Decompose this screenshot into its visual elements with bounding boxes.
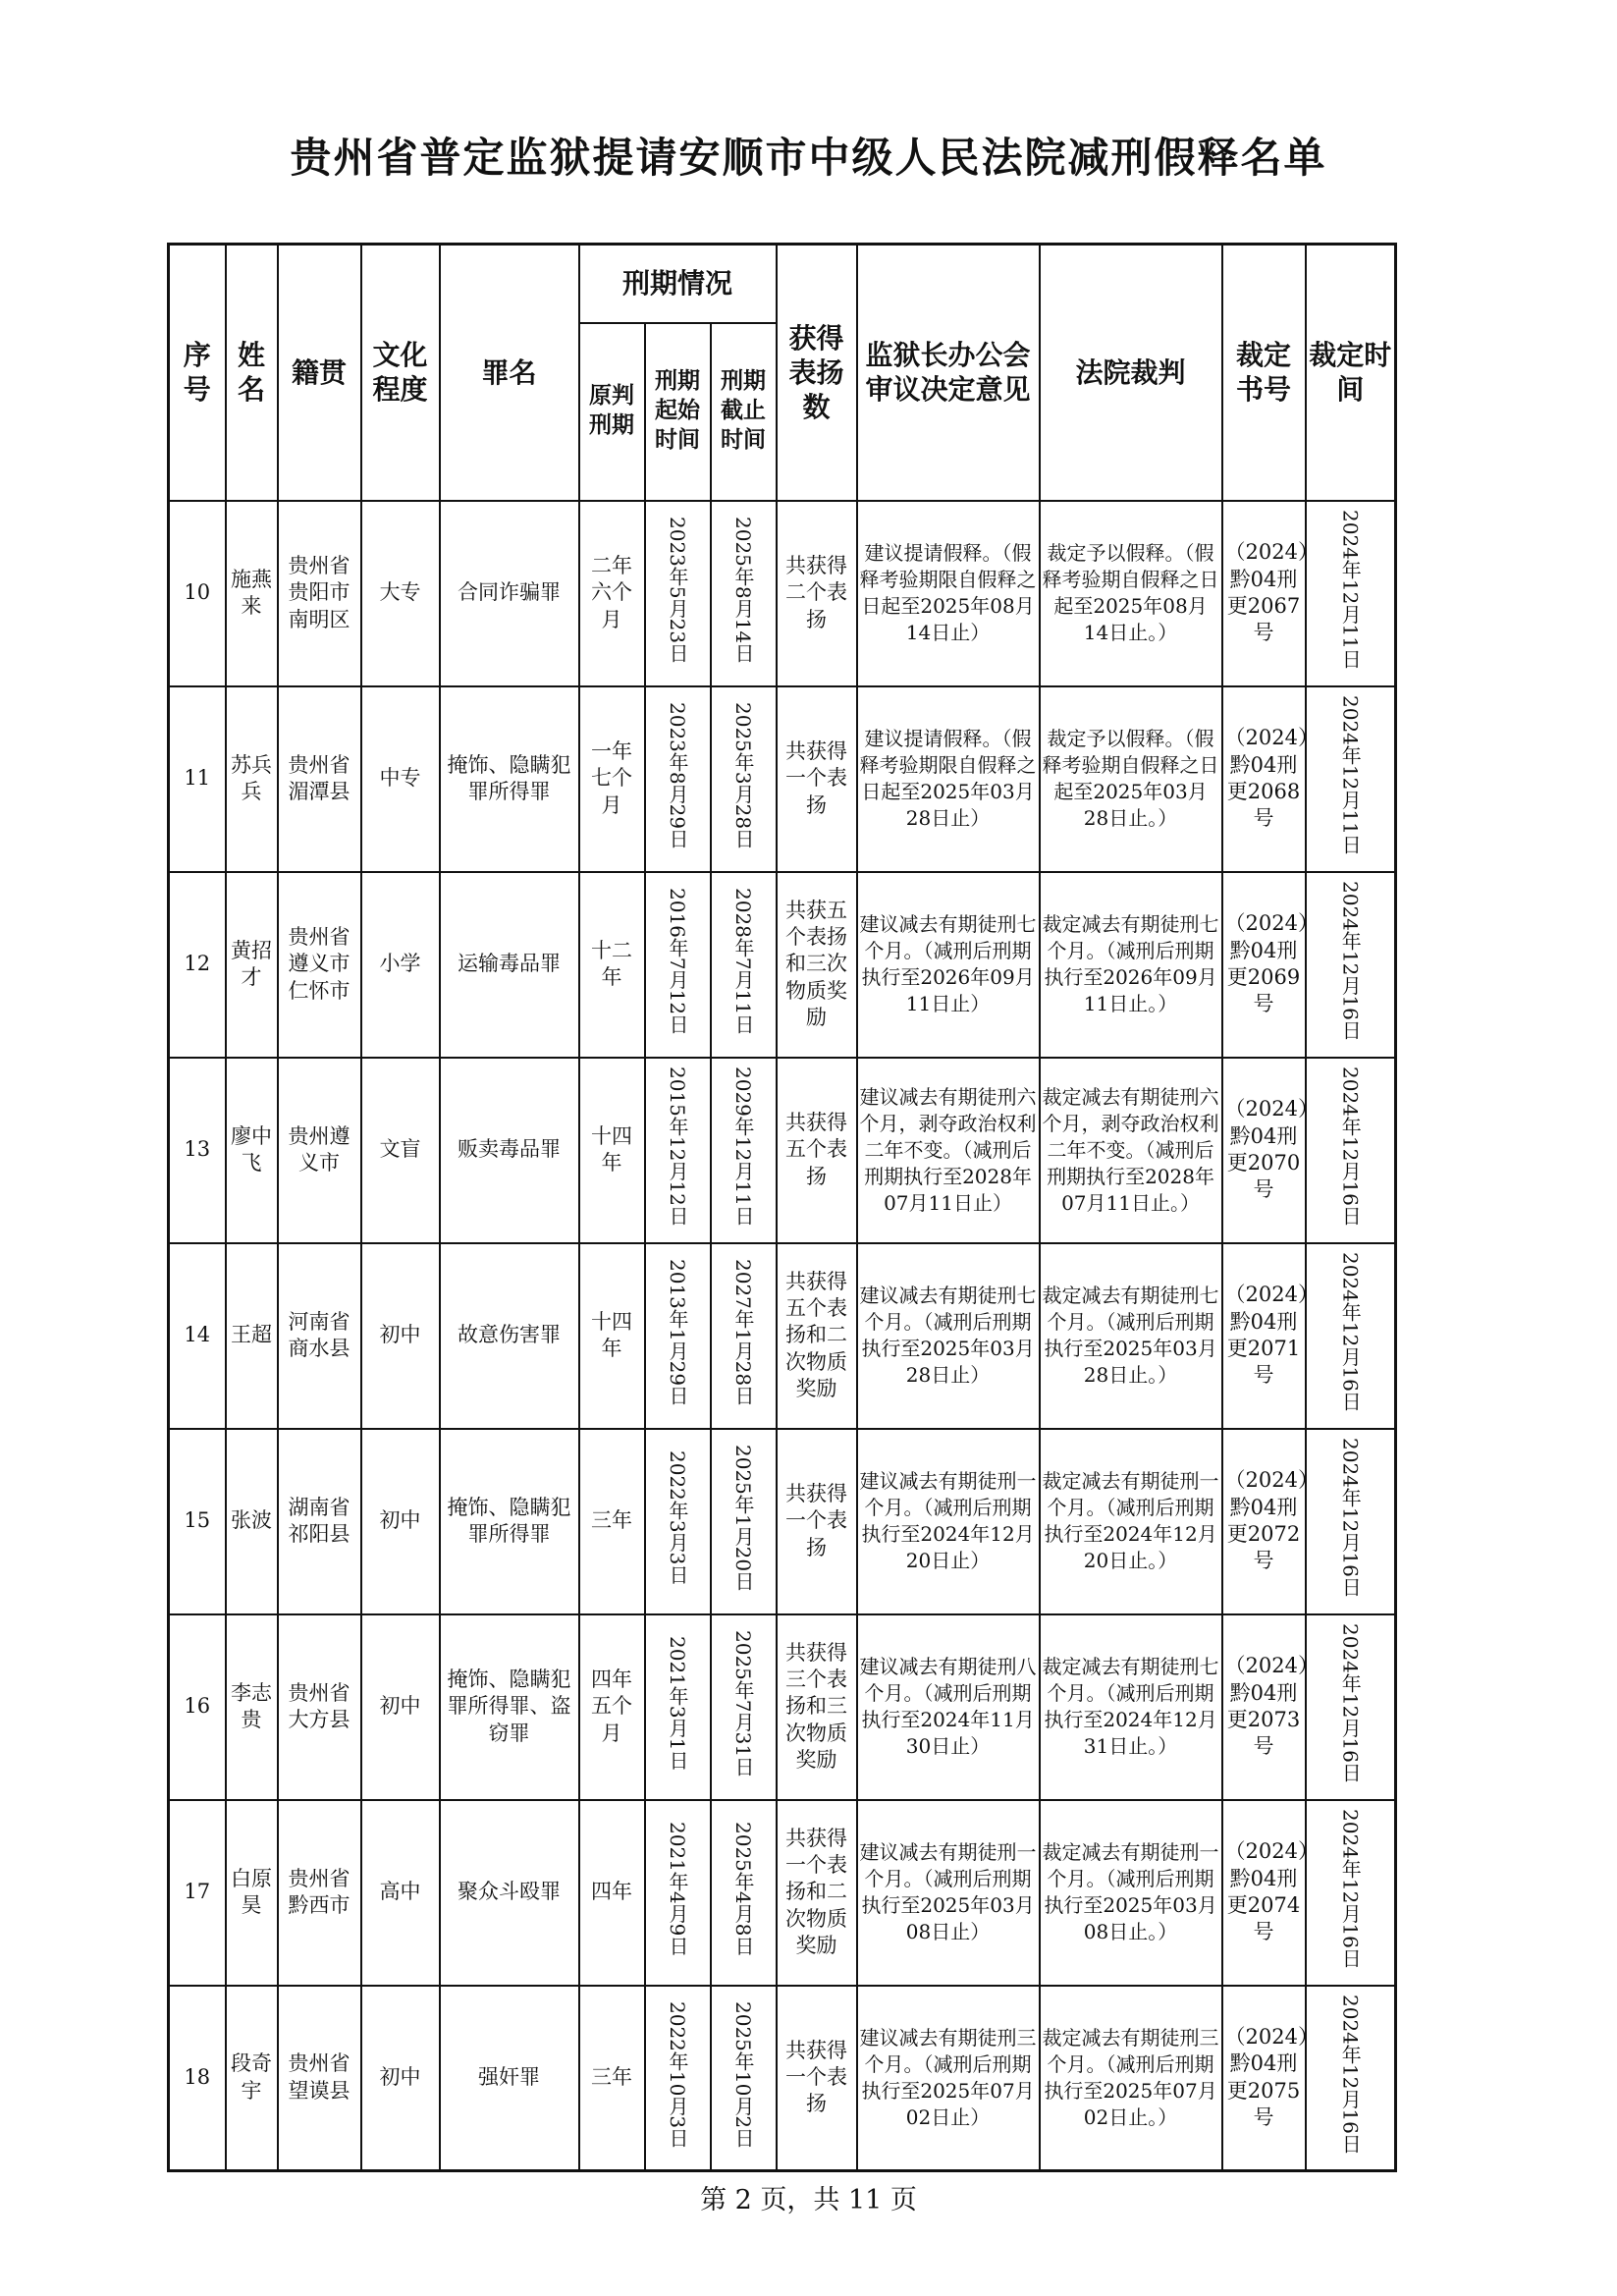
cell-original-term: 三年 xyxy=(579,1429,645,1614)
cell-ruling-number: （2024）黔04刑更2067号 xyxy=(1222,501,1306,686)
cell-court-ruling: 裁定减去有期徒刑六个月，剥夺政治权利二年不变。（减刑后刑期执行至2028年07月11日止。） xyxy=(1040,1058,1222,1243)
cell-name: 张波 xyxy=(226,1429,278,1614)
cell-ruling-date-text: 2024年12月16日 xyxy=(1338,1995,1363,2154)
cell-original-term: 二年六个月 xyxy=(579,501,645,686)
page-title: 贵州省普定监狱提请安顺市中级人民法院减刑假释名单 xyxy=(290,134,1327,182)
cell-education: 初中 xyxy=(361,1614,440,1800)
cell-warden-opinion: 建议减去有期徒刑三个月。（减刑后刑期执行至2025年07月02日止） xyxy=(857,1986,1040,2171)
cell-ruling-number: （2024）黔04刑更2074号 xyxy=(1222,1800,1306,1986)
header-origin: 籍贯 xyxy=(278,245,361,501)
cell-seq: 16 xyxy=(169,1614,226,1800)
cell-original-term: 四年五个月 xyxy=(579,1614,645,1800)
cell-court-ruling: 裁定减去有期徒刑一个月。（减刑后刑期执行至2025年03月08日止。） xyxy=(1040,1800,1222,1986)
cell-term-end-text: 2025年1月20日 xyxy=(731,1444,756,1591)
cell-commendations: 共获五个表扬和三次物质奖励 xyxy=(777,872,857,1058)
cell-origin: 贵州省遵义市仁怀市 xyxy=(278,872,361,1058)
cell-origin: 贵州省黔西市 xyxy=(278,1800,361,1986)
cell-warden-opinion: 建议减去有期徒刑八个月。（减刑后刑期执行至2024年11月30日止） xyxy=(857,1614,1040,1800)
table-row xyxy=(169,1614,1396,1800)
cell-origin: 贵州省贵阳市南明区 xyxy=(278,501,361,686)
cell-term-start xyxy=(645,872,711,1058)
cell-seq: 14 xyxy=(169,1243,226,1429)
cell-court-ruling: 裁定减去有期徒刑三个月。（减刑后刑期执行至2025年07月02日止。） xyxy=(1040,1986,1222,2171)
cell-court-ruling: 裁定减去有期徒刑七个月。（减刑后刑期执行至2024年12月31日止。） xyxy=(1040,1614,1222,1800)
cell-term-start xyxy=(645,1058,711,1243)
cell-warden-opinion: 建议减去有期徒刑一个月。（减刑后刑期执行至2024年12月20日止） xyxy=(857,1429,1040,1614)
cell-warden-opinion: 建议提请假释。（假释考验期限自假释之日起至2025年03月28日止） xyxy=(857,686,1040,872)
cell-term-end-text: 2025年10月2日 xyxy=(731,2000,756,2148)
cell-commendations: 共获得五个表扬和二次物质奖励 xyxy=(777,1243,857,1429)
cell-term-end-text: 2025年7月31日 xyxy=(731,1629,756,1777)
cell-original-term: 三年 xyxy=(579,1986,645,2171)
header-court-ruling: 法院裁判 xyxy=(1040,245,1222,501)
header-crime: 罪名 xyxy=(440,245,579,501)
cell-crime: 强奸罪 xyxy=(440,1986,579,2171)
cell-commendations: 共获得三个表扬和三次物质奖励 xyxy=(777,1614,857,1800)
cell-name: 白原昊 xyxy=(226,1800,278,1986)
cell-court-ruling: 裁定减去有期徒刑七个月。（减刑后刑期执行至2025年03月28日止。） xyxy=(1040,1243,1222,1429)
cell-warden-opinion: 建议提请假释。（假释考验期限自假释之日起至2025年08月14日止） xyxy=(857,501,1040,686)
cell-seq: 12 xyxy=(169,872,226,1058)
cell-ruling-date xyxy=(1306,1243,1396,1429)
cell-education: 文盲 xyxy=(361,1058,440,1243)
cell-original-term: 一年七个月 xyxy=(579,686,645,872)
header-term-end: 刑期截止时间 xyxy=(711,323,777,501)
cell-name: 王超 xyxy=(226,1243,278,1429)
cell-term-end-text: 2028年7月11日 xyxy=(731,887,756,1034)
cell-term-start xyxy=(645,1429,711,1614)
header-commendations: 获得表扬数 xyxy=(777,245,857,501)
cell-seq: 18 xyxy=(169,1986,226,2171)
cell-court-ruling: 裁定减去有期徒刑七个月。（减刑后刑期执行至2026年09月11日止。） xyxy=(1040,872,1222,1058)
cell-ruling-date-text: 2024年12月16日 xyxy=(1338,1438,1363,1598)
cell-ruling-date-text: 2024年12月16日 xyxy=(1338,881,1363,1041)
cell-ruling-number: （2024）黔04刑更2071号 xyxy=(1222,1243,1306,1429)
cell-ruling-date-text: 2024年12月11日 xyxy=(1338,510,1363,670)
cell-ruling-number: （2024）黔04刑更2072号 xyxy=(1222,1429,1306,1614)
cell-term-end xyxy=(711,501,777,686)
cell-term-start-text: 2015年12月12日 xyxy=(666,1066,689,1227)
table-row xyxy=(169,1986,1396,2171)
cell-ruling-date xyxy=(1306,686,1396,872)
cell-ruling-number: （2024）黔04刑更2075号 xyxy=(1222,1986,1306,2171)
table-row xyxy=(169,686,1396,872)
cell-term-start-text: 2023年5月23日 xyxy=(666,516,689,663)
cell-term-start xyxy=(645,1614,711,1800)
cell-term-end-text: 2029年12月11日 xyxy=(731,1066,756,1227)
cell-term-start xyxy=(645,501,711,686)
cell-ruling-number: （2024）黔04刑更2070号 xyxy=(1222,1058,1306,1243)
cell-original-term: 十四年 xyxy=(579,1243,645,1429)
cell-origin: 河南省商水县 xyxy=(278,1243,361,1429)
cell-origin: 贵州省大方县 xyxy=(278,1614,361,1800)
cell-origin: 贵州遵义市 xyxy=(278,1058,361,1243)
cell-origin: 贵州省湄潭县 xyxy=(278,686,361,872)
cell-name: 廖中飞 xyxy=(226,1058,278,1243)
cell-term-start-text: 2022年3月3日 xyxy=(666,1450,689,1585)
cell-seq: 10 xyxy=(169,501,226,686)
cell-ruling-date-text: 2024年12月11日 xyxy=(1338,695,1363,855)
header-education: 文化程度 xyxy=(361,245,440,501)
cell-term-end xyxy=(711,1243,777,1429)
header-ruling-number: 裁定书号 xyxy=(1222,245,1306,501)
table-row xyxy=(169,872,1396,1058)
table-row xyxy=(169,501,1396,686)
cell-term-start-text: 2023年8月29日 xyxy=(666,701,689,848)
cell-term-end xyxy=(711,1800,777,1986)
cell-term-start xyxy=(645,1800,711,1986)
cell-crime: 运输毒品罪 xyxy=(440,872,579,1058)
cell-term-end-text: 2025年4月8日 xyxy=(731,1822,756,1956)
cell-original-term: 十二年 xyxy=(579,872,645,1058)
cell-court-ruling: 裁定予以假释。（假释考验期自假释之日起至2025年03月28日止。） xyxy=(1040,686,1222,872)
cell-term-start-text: 2013年1月29日 xyxy=(666,1258,689,1405)
cell-crime: 掩饰、隐瞒犯罪所得罪 xyxy=(440,1429,579,1614)
header-sentence-group: 刑期情况 xyxy=(579,245,777,323)
cell-commendations: 共获得一个表扬 xyxy=(777,1429,857,1614)
cell-term-start-text: 2022年10月3日 xyxy=(666,2000,689,2148)
header-name: 姓名 xyxy=(226,245,278,501)
cell-ruling-date xyxy=(1306,1058,1396,1243)
cell-commendations: 共获得五个表扬 xyxy=(777,1058,857,1243)
cell-ruling-date-text: 2024年12月16日 xyxy=(1338,1066,1363,1227)
cell-court-ruling: 裁定予以假释。（假释考验期自假释之日起至2025年08月14日止。） xyxy=(1040,501,1222,686)
cell-warden-opinion: 建议减去有期徒刑七个月。（减刑后刑期执行至2026年09月11日止） xyxy=(857,872,1040,1058)
table-row xyxy=(169,1429,1396,1614)
cell-term-end xyxy=(711,686,777,872)
cell-name: 李志贵 xyxy=(226,1614,278,1800)
cell-origin: 湖南省祁阳县 xyxy=(278,1429,361,1614)
header-ruling-date: 裁定时间 xyxy=(1306,245,1396,501)
cell-commendations: 共获得二个表扬 xyxy=(777,501,857,686)
header-original-term: 原判刑期 xyxy=(579,323,645,501)
cell-education: 初中 xyxy=(361,1986,440,2171)
cell-term-end xyxy=(711,1429,777,1614)
cell-ruling-number: （2024）黔04刑更2068号 xyxy=(1222,686,1306,872)
cell-term-start xyxy=(645,1243,711,1429)
cell-commendations: 共获得一个表扬 xyxy=(777,686,857,872)
header-seq: 序号 xyxy=(169,245,226,501)
cell-term-end-text: 2027年1月28日 xyxy=(731,1258,756,1405)
cell-crime: 掩饰、隐瞒犯罪所得罪、盗窃罪 xyxy=(440,1614,579,1800)
cell-warden-opinion: 建议减去有期徒刑六个月，剥夺政治权利二年不变。（减刑后刑期执行至2028年07月11日止） xyxy=(857,1058,1040,1243)
cell-ruling-date-text: 2024年12月16日 xyxy=(1338,1623,1363,1783)
table-row xyxy=(169,1243,1396,1429)
cell-ruling-date xyxy=(1306,1986,1396,2171)
cell-seq: 13 xyxy=(169,1058,226,1243)
header-warden-opinion: 监狱长办公会审议决定意见 xyxy=(857,245,1040,501)
cell-crime: 聚众斗殴罪 xyxy=(440,1800,579,1986)
cell-term-start xyxy=(645,1986,711,2171)
cell-ruling-date xyxy=(1306,1429,1396,1614)
cell-ruling-date xyxy=(1306,1614,1396,1800)
cell-commendations: 共获得一个表扬 xyxy=(777,1986,857,2171)
cell-education: 初中 xyxy=(361,1429,440,1614)
cell-term-end-text: 2025年8月14日 xyxy=(731,516,756,663)
cell-original-term: 十四年 xyxy=(579,1058,645,1243)
page-footer: 第 2 页，共 11 页 xyxy=(700,2185,917,2215)
cell-term-end xyxy=(711,1614,777,1800)
header-term-start: 刑期起始时间 xyxy=(645,323,711,501)
table-row xyxy=(169,1800,1396,1986)
cell-term-end-text: 2025年3月28日 xyxy=(731,701,756,848)
cell-term-end xyxy=(711,1058,777,1243)
cell-term-start-text: 2021年4月9日 xyxy=(666,1822,689,1956)
cell-original-term: 四年 xyxy=(579,1800,645,1986)
cell-ruling-date xyxy=(1306,872,1396,1058)
cell-name: 黄招才 xyxy=(226,872,278,1058)
cell-education: 高中 xyxy=(361,1800,440,1986)
cell-term-start-text: 2021年3月1日 xyxy=(666,1636,689,1771)
cell-education: 大专 xyxy=(361,501,440,686)
cell-term-start xyxy=(645,686,711,872)
cell-crime: 贩卖毒品罪 xyxy=(440,1058,579,1243)
cell-ruling-date-text: 2024年12月16日 xyxy=(1338,1809,1363,1969)
cell-education: 初中 xyxy=(361,1243,440,1429)
cell-education: 小学 xyxy=(361,872,440,1058)
cell-warden-opinion: 建议减去有期徒刑一个月。（减刑后刑期执行至2025年03月08日止） xyxy=(857,1800,1040,1986)
cell-term-start-text: 2016年7月12日 xyxy=(666,887,689,1034)
cell-court-ruling: 裁定减去有期徒刑一个月。（减刑后刑期执行至2024年12月20日止。） xyxy=(1040,1429,1222,1614)
cell-term-end xyxy=(711,872,777,1058)
cell-name: 苏兵兵 xyxy=(226,686,278,872)
cell-origin: 贵州省望谟县 xyxy=(278,1986,361,2171)
roster-table xyxy=(167,243,1397,2172)
cell-seq: 11 xyxy=(169,686,226,872)
cell-term-end xyxy=(711,1986,777,2171)
cell-ruling-date xyxy=(1306,1800,1396,1986)
cell-ruling-number: （2024）黔04刑更2073号 xyxy=(1222,1614,1306,1800)
cell-crime: 合同诈骗罪 xyxy=(440,501,579,686)
cell-education: 中专 xyxy=(361,686,440,872)
table-row xyxy=(169,1058,1396,1243)
cell-name: 段奇宇 xyxy=(226,1986,278,2171)
cell-ruling-number: （2024）黔04刑更2069号 xyxy=(1222,872,1306,1058)
cell-name: 施燕来 xyxy=(226,501,278,686)
cell-commendations: 共获得一个表扬和二次物质奖励 xyxy=(777,1800,857,1986)
cell-seq: 15 xyxy=(169,1429,226,1614)
cell-ruling-date-text: 2024年12月16日 xyxy=(1338,1252,1363,1412)
cell-ruling-date xyxy=(1306,501,1396,686)
cell-warden-opinion: 建议减去有期徒刑七个月。（减刑后刑期执行至2025年03月28日止） xyxy=(857,1243,1040,1429)
cell-crime: 掩饰、隐瞒犯罪所得罪 xyxy=(440,686,579,872)
cell-crime: 故意伤害罪 xyxy=(440,1243,579,1429)
cell-seq: 17 xyxy=(169,1800,226,1986)
